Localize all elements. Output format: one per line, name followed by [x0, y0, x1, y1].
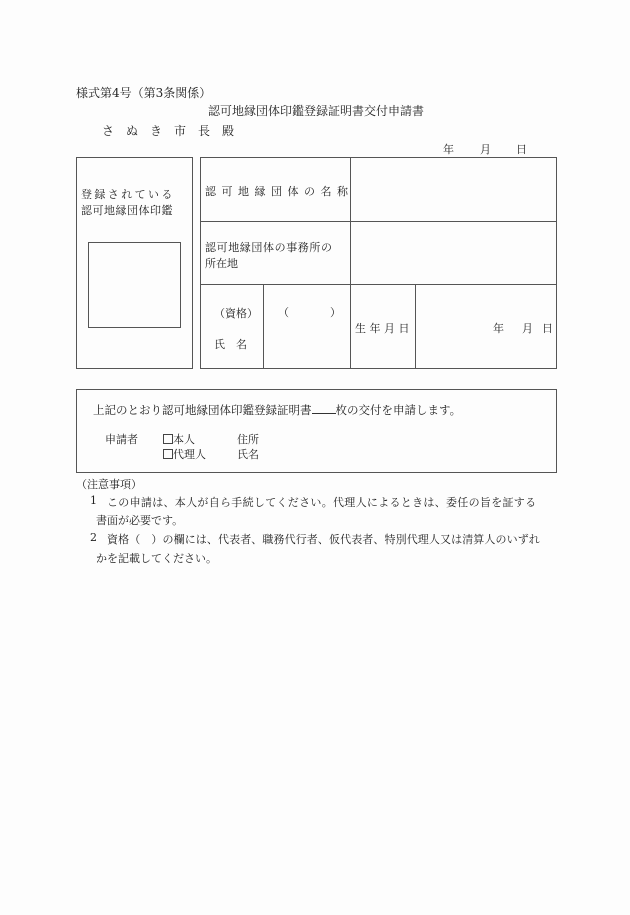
option-self[interactable]	[163, 431, 195, 447]
note-1-line1: この申請は、本人が自ら手続してください。代理人によるときは、委任の旨を証する	[107, 496, 537, 509]
request-text-before: 上記のとおり認可地縁団体印鑑登録証明書	[93, 403, 312, 417]
note-1-line2: 書面が必要です。	[96, 514, 184, 527]
applicant-name-label: 氏名	[237, 448, 259, 461]
date-month: 月	[480, 143, 491, 156]
form-number: 様式第4号（第3条関係）	[76, 86, 212, 100]
office-address-field[interactable]	[351, 222, 555, 283]
date-year: 年	[443, 143, 454, 156]
birthdate-day: 日	[542, 322, 553, 335]
option-self-label: 本人	[173, 433, 195, 446]
notes-heading: （注意事項）	[76, 478, 142, 491]
option-agent-label: 代理人	[173, 448, 206, 461]
certificate-count-field[interactable]	[312, 403, 336, 414]
page-title: 認可地縁団体印鑑登録証明書交付申請書	[208, 104, 425, 118]
paren-open: （	[278, 306, 289, 319]
note-2-number: 2	[90, 531, 97, 544]
office-label-line2: 所在地	[205, 257, 238, 270]
note-2-line2: かを記載してください。	[96, 552, 217, 565]
paren-close: ）	[330, 306, 341, 319]
request-text-after: 枚の交付を申請します。	[335, 403, 462, 417]
checkbox-agent[interactable]	[163, 449, 173, 459]
birthdate-month: 月	[522, 322, 533, 335]
applicant-label: 申請者	[105, 433, 138, 446]
seal-label-line1: 登録されている	[81, 188, 175, 201]
checkbox-self[interactable]	[163, 434, 173, 444]
note-1-number: 1	[90, 494, 97, 507]
request-box	[76, 389, 557, 473]
seal-label-line2: 認可地縁団体印鑑	[81, 204, 173, 217]
registered-seal-box	[76, 157, 193, 369]
birthdate-year: 年	[493, 322, 504, 335]
option-agent[interactable]	[163, 446, 206, 462]
date-day: 日	[516, 143, 527, 156]
addressee: さ ぬ き 市 長 殿	[102, 124, 235, 138]
org-name-field[interactable]	[351, 158, 555, 220]
seal-stamp-area[interactable]	[88, 242, 181, 328]
note-2-line1: 資格（ ）の欄には、代表者、職務代行者、仮代表者、特別代理人又は清算人のいずれ	[107, 533, 540, 546]
birthdate-field[interactable]	[416, 285, 556, 368]
office-label-line1: 認可地縁団体の事務所の	[205, 241, 333, 254]
applicant-address-label: 住所	[237, 433, 259, 446]
qualification-label: （資格）	[214, 307, 258, 320]
org-name-label: 認 可 地 縁 団 体 の 名 称	[205, 185, 349, 198]
birthdate-label: 生 年 月 日	[355, 322, 410, 335]
qualification-name-field[interactable]	[264, 285, 349, 368]
request-statement	[93, 402, 461, 418]
representative-name-label: 氏 名	[214, 338, 247, 351]
